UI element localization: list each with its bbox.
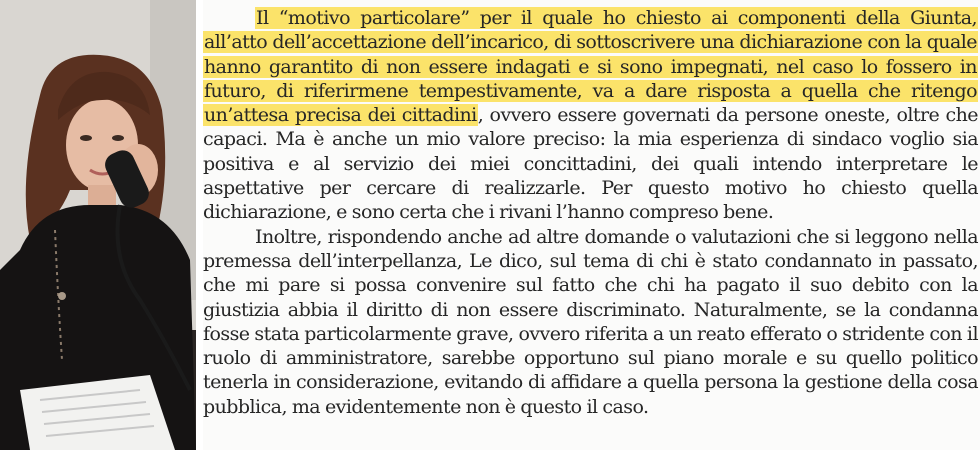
document-text xyxy=(203,6,978,419)
document-page xyxy=(203,0,980,450)
woman-on-phone-image xyxy=(0,0,196,450)
highlighted-passage: Il “motivo particolare” per il quale ho chiesto ai componenti della Giunta, all’atto dell’accettazione dell’incarico, di sottoscrivere una dichiarazione con la quale hanno garantito di non essere indagati e si sono impegnati, nel caso lo fossero in futuro, di riferirmene tempestivamente, va a dare risposta a quella che ritengo un’attesa precisa dei cittadini xyxy=(204,7,977,127)
paragraph-2: Inoltre, rispondendo anche ad altre domande o valutazioni che si leggono nella premessa dell’interpellanza, Le dico, sul tema di chi è stato condannato in passato, che mi pare si possa convenire sul fatto che chi ha pagato il suo debito con la giustizia abbia il diritto di non essere discriminato. Naturalmente, se la condanna fosse stata particolarmente grave, ovvero riferita a un reato efferato o stridente con il ruolo di amministratore, sarebbe opportuno sul piano morale e su quello politico tenerla in considerazione, evitando di affidare a quella persona la gestione della cosa pubblica, ma evidentemente non è questo il caso. xyxy=(203,225,978,418)
paragraph-1-rest: , ovvero essere governati da persone oneste, oltre che capaci. Ma è anche un mio valore preciso: la mia esperienza di sindaco voglio sia positiva e al servizio dei miei concittadini, dei quali intendo interpretare le aspettative per cercare di realizzarle. Per questo motivo ho chiesto quella dichiarazione, e sono certa che i rivani l’hanno compreso bene. xyxy=(203,104,979,224)
portrait-photo xyxy=(0,0,196,450)
paragraph-1 xyxy=(203,6,978,225)
